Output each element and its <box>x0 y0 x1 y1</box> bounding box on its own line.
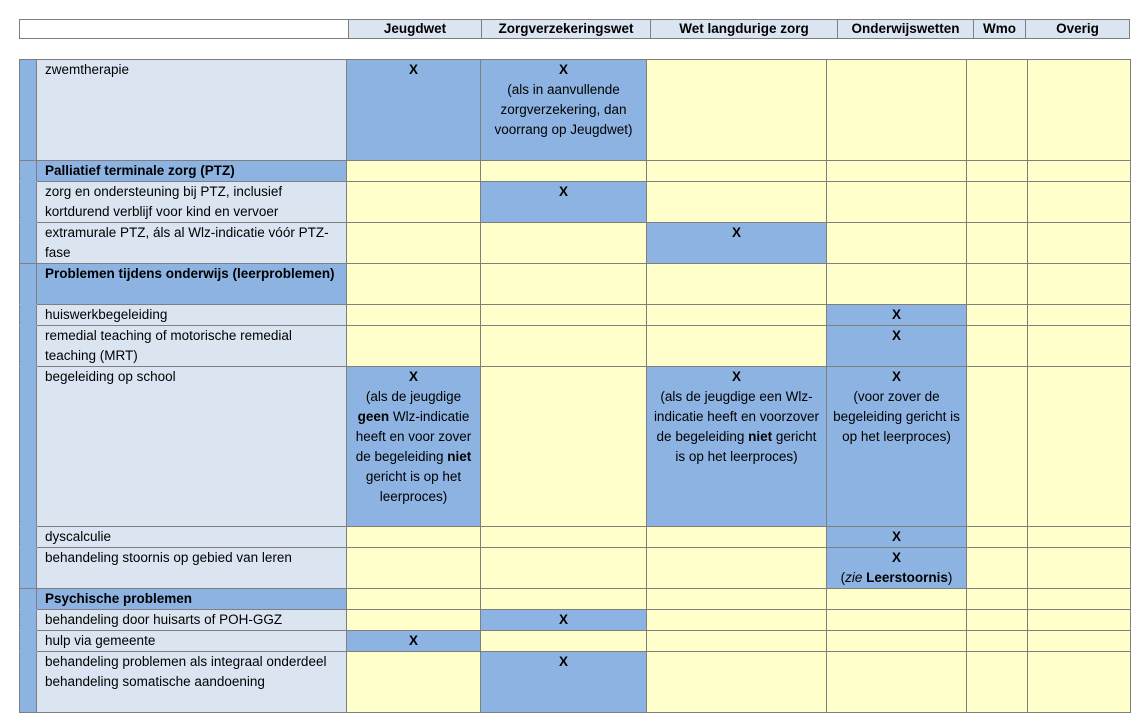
check-mark: X <box>891 369 901 384</box>
marked-cell-zorgverzekeringswet <box>481 60 647 161</box>
empty-cell-wet-langdurige-zorg <box>647 326 827 367</box>
empty-cell-jeugdwet <box>347 182 481 223</box>
empty-cell-overig <box>1028 367 1131 527</box>
empty-cell-zorgverzekeringswet <box>481 305 647 326</box>
header-jeugdwet: Jeugdwet <box>348 20 481 38</box>
cell-note: (voor zover de begeleiding gericht is op het leerproces) <box>833 389 960 444</box>
row-label: remedial teaching of motorische remedial teaching (MRT) <box>37 326 347 367</box>
section-header-row <box>20 589 1131 610</box>
responsibility-table <box>19 59 1131 713</box>
empty-cell-overig <box>1028 326 1131 367</box>
empty-cell-zorgverzekeringswet <box>481 548 647 589</box>
row-label: behandeling stoornis op gebied van leren <box>37 548 347 589</box>
empty-cell-jeugdwet <box>347 652 481 713</box>
empty-cell-overig <box>1028 610 1131 631</box>
empty-cell-wet-langdurige-zorg <box>647 305 827 326</box>
table-row <box>20 652 1131 713</box>
table-row <box>20 223 1131 264</box>
empty-cell-onderwijswetten <box>827 589 967 610</box>
table-row <box>20 182 1131 223</box>
check-mark: X <box>731 225 741 240</box>
empty-cell-zorgverzekeringswet <box>481 631 647 652</box>
group-stripe <box>20 652 37 713</box>
check-mark: X <box>558 612 568 627</box>
empty-cell-wmo <box>967 631 1028 652</box>
empty-cell-overig <box>1028 652 1131 713</box>
empty-cell-overig <box>1028 527 1131 548</box>
empty-cell-onderwijswetten <box>827 631 967 652</box>
empty-cell-wet-langdurige-zorg <box>647 527 827 548</box>
empty-cell-overig <box>1028 589 1131 610</box>
group-stripe <box>20 527 37 548</box>
empty-cell-jeugdwet <box>347 610 481 631</box>
group-stripe <box>20 367 37 527</box>
group-stripe <box>20 326 37 367</box>
group-stripe <box>20 631 37 652</box>
table-row <box>20 527 1131 548</box>
empty-cell-jeugdwet <box>347 305 481 326</box>
empty-cell-onderwijswetten <box>827 223 967 264</box>
empty-cell-zorgverzekeringswet <box>481 264 647 305</box>
group-stripe <box>20 161 37 182</box>
section-header-row <box>20 264 1131 305</box>
header-overig: Overig <box>1025 20 1129 38</box>
empty-cell-jeugdwet <box>347 223 481 264</box>
empty-cell-wmo <box>967 367 1028 527</box>
row-label: hulp via gemeente <box>37 631 347 652</box>
group-stripe <box>20 264 37 305</box>
empty-cell-zorgverzekeringswet <box>481 223 647 264</box>
table-row <box>20 60 1131 161</box>
marked-cell-wet-langdurige-zorg <box>647 223 827 264</box>
check-mark: X <box>558 654 568 669</box>
empty-cell-overig <box>1028 548 1131 589</box>
section-title: Problemen tijdens onderwijs (leerproblemen) <box>37 264 347 305</box>
empty-cell-onderwijswetten <box>827 60 967 161</box>
row-label: zwemtherapie <box>37 60 347 161</box>
header-wmo: Wmo <box>973 20 1025 38</box>
empty-cell-wmo <box>967 326 1028 367</box>
empty-cell-wmo <box>967 548 1028 589</box>
check-mark: X <box>558 184 568 199</box>
check-mark: X <box>558 62 568 77</box>
empty-cell-jeugdwet <box>347 527 481 548</box>
empty-cell-overig <box>1028 223 1131 264</box>
cell-note: (zie Leerstoornis) <box>840 570 953 585</box>
empty-cell-wmo <box>967 527 1028 548</box>
marked-cell-onderwijswetten <box>827 548 967 589</box>
empty-cell-wet-langdurige-zorg <box>647 161 827 182</box>
cell-note: (als in aanvullende zorgverzekering, dan voorrang op Jeugdwet) <box>494 82 633 137</box>
marked-cell-wet-langdurige-zorg <box>647 367 827 527</box>
marked-cell-zorgverzekeringswet <box>481 610 647 631</box>
marked-cell-onderwijswetten <box>827 305 967 326</box>
empty-cell-zorgverzekeringswet <box>481 161 647 182</box>
cell-note: (als de jeugdige een Wlz-indicatie heeft en voorzover de begeleiding niet gericht is op het leerproces) <box>653 389 820 464</box>
empty-cell-onderwijswetten <box>827 182 967 223</box>
empty-cell-zorgverzekeringswet <box>481 589 647 610</box>
empty-cell-overig <box>1028 182 1131 223</box>
header-onderwijswetten: Onderwijswetten <box>837 20 973 38</box>
empty-cell-jeugdwet <box>347 161 481 182</box>
empty-cell-wmo <box>967 223 1028 264</box>
section-header-row <box>20 161 1131 182</box>
empty-cell-onderwijswetten <box>827 161 967 182</box>
marked-cell-onderwijswetten <box>827 527 967 548</box>
group-stripe <box>20 223 37 264</box>
group-stripe <box>20 60 37 161</box>
marked-cell-zorgverzekeringswet <box>481 652 647 713</box>
check-mark: X <box>891 550 901 565</box>
header-blank-cell <box>20 20 348 38</box>
column-header-row <box>19 19 1130 39</box>
marked-cell-jeugdwet <box>347 631 481 652</box>
empty-cell-wmo <box>967 60 1028 161</box>
empty-cell-wet-langdurige-zorg <box>647 610 827 631</box>
group-stripe <box>20 305 37 326</box>
empty-cell-wmo <box>967 305 1028 326</box>
group-stripe <box>20 610 37 631</box>
empty-cell-wet-langdurige-zorg <box>647 652 827 713</box>
empty-cell-overig <box>1028 161 1131 182</box>
empty-cell-overig <box>1028 60 1131 161</box>
check-mark: X <box>408 633 418 648</box>
empty-cell-wmo <box>967 182 1028 223</box>
empty-cell-wet-langdurige-zorg <box>647 264 827 305</box>
table-row <box>20 305 1131 326</box>
empty-cell-overig <box>1028 631 1131 652</box>
empty-cell-overig <box>1028 264 1131 305</box>
row-label: behandeling door huisarts of POH-GGZ <box>37 610 347 631</box>
empty-cell-wet-langdurige-zorg <box>647 631 827 652</box>
section-title: Psychische problemen <box>37 589 347 610</box>
empty-cell-jeugdwet <box>347 326 481 367</box>
marked-cell-onderwijswetten <box>827 326 967 367</box>
table-row <box>20 631 1131 652</box>
row-label: zorg en ondersteuning bij PTZ, inclusief kortdurend verblijf voor kind en vervoer <box>37 182 347 223</box>
section-title: Palliatief terminale zorg (PTZ) <box>37 161 347 182</box>
header-zorgverzekeringswet: Zorgverzekeringswet <box>481 20 650 38</box>
empty-cell-wmo <box>967 161 1028 182</box>
empty-cell-onderwijswetten <box>827 652 967 713</box>
check-mark: X <box>891 328 901 343</box>
empty-cell-onderwijswetten <box>827 264 967 305</box>
row-label: extramurale PTZ, áls al Wlz-indicatie vóór PTZ-fase <box>37 223 347 264</box>
empty-cell-onderwijswetten <box>827 610 967 631</box>
empty-cell-zorgverzekeringswet <box>481 367 647 527</box>
table-row <box>20 367 1131 527</box>
check-mark: X <box>408 369 418 384</box>
row-label: behandeling problemen als integraal onderdeel behandeling somatische aandoening <box>37 652 347 713</box>
empty-cell-jeugdwet <box>347 264 481 305</box>
table-row <box>20 610 1131 631</box>
empty-cell-wmo <box>967 652 1028 713</box>
empty-cell-wmo <box>967 610 1028 631</box>
group-stripe <box>20 182 37 223</box>
empty-cell-wet-langdurige-zorg <box>647 589 827 610</box>
empty-cell-jeugdwet <box>347 589 481 610</box>
empty-cell-wet-langdurige-zorg <box>647 548 827 589</box>
group-stripe <box>20 589 37 610</box>
empty-cell-wet-langdurige-zorg <box>647 182 827 223</box>
cell-note: (als de jeugdige geen Wlz-indicatie heeft en voor zover de begeleiding niet gericht is op het leerproces) <box>355 389 472 504</box>
check-mark: X <box>731 369 741 384</box>
empty-cell-wmo <box>967 589 1028 610</box>
table-row <box>20 548 1131 589</box>
marked-cell-jeugdwet <box>347 60 481 161</box>
check-mark: X <box>891 307 901 322</box>
empty-cell-wmo <box>967 264 1028 305</box>
marked-cell-onderwijswetten <box>827 367 967 527</box>
check-mark: X <box>891 529 901 544</box>
marked-cell-jeugdwet <box>347 367 481 527</box>
row-label: huiswerkbegeleiding <box>37 305 347 326</box>
group-stripe <box>20 548 37 589</box>
empty-cell-jeugdwet <box>347 548 481 589</box>
empty-cell-overig <box>1028 305 1131 326</box>
header-wet-langdurige-zorg: Wet langdurige zorg <box>650 20 837 38</box>
empty-cell-wet-langdurige-zorg <box>647 60 827 161</box>
table-row <box>20 326 1131 367</box>
check-mark: X <box>408 62 418 77</box>
empty-cell-zorgverzekeringswet <box>481 326 647 367</box>
row-label: dyscalculie <box>37 527 347 548</box>
marked-cell-zorgverzekeringswet <box>481 182 647 223</box>
row-label: begeleiding op school <box>37 367 347 527</box>
empty-cell-zorgverzekeringswet <box>481 527 647 548</box>
